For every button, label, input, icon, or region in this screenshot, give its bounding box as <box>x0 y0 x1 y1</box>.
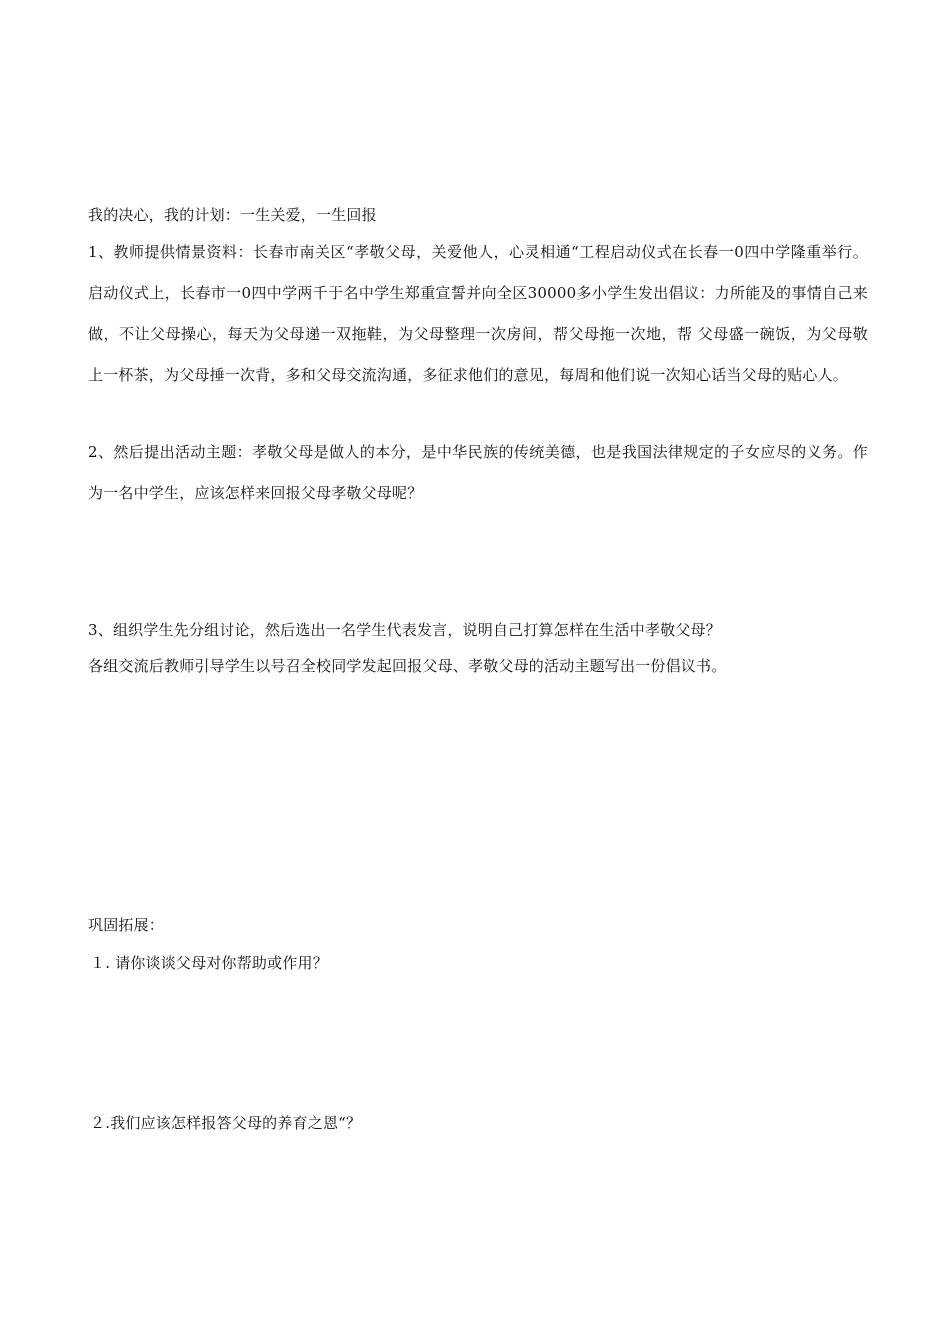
question-1: １. 请你谈谈父母对你帮助或作用？ <box>90 954 328 972</box>
paragraph-1: 1、教师提供情景资料：长春市南关区“孝敬父母，关爱他人，心灵相通“工程启动仪式在长春一0四中学隆重举行。启动仪式上，长春市一0四中学两千于名中学生郑重宣誓并向全区30000多小学生发出倡议：力所能及的事情自己来做，不让父母操心，每天为父母递一双拖鞋，为父母整理一次房间，帮父母拖一次地，帮 父母盛一碗饭，为父母敬上一杯茶，为父母捶一次背，多和父母交流沟通，多征求他们的意见，每周和他们说一次知心话当父母的贴心人。 <box>88 243 868 384</box>
paragraph-3-line-2: 各组交流后教师引导学生以号召全校同学发起回报父母、孝敬父母的活动主题写出一份倡议书。 <box>88 657 727 675</box>
paragraph-3-line-1: 3、组织学生先分组讨论，然后选出一名学生代表发言，说明自己打算怎样在生活中孝敬父母？ <box>88 621 721 639</box>
paragraph-2: 2、然后提出活动主题：孝敬父母是做人的本分，是中华民族的传统美德，也是我国法律规定的子女应尽的义务。作为一名中学生，应该怎样来回报父母孝敬父母呢？ <box>88 443 868 502</box>
question-2: ２.我们应该怎样报答父母的养育之恩“？ <box>90 1114 362 1132</box>
consolidation-title: 巩固拓展： <box>88 916 165 934</box>
section-heading: 我的决心，我的计划：一生关爱，一生回报 <box>88 206 377 224</box>
